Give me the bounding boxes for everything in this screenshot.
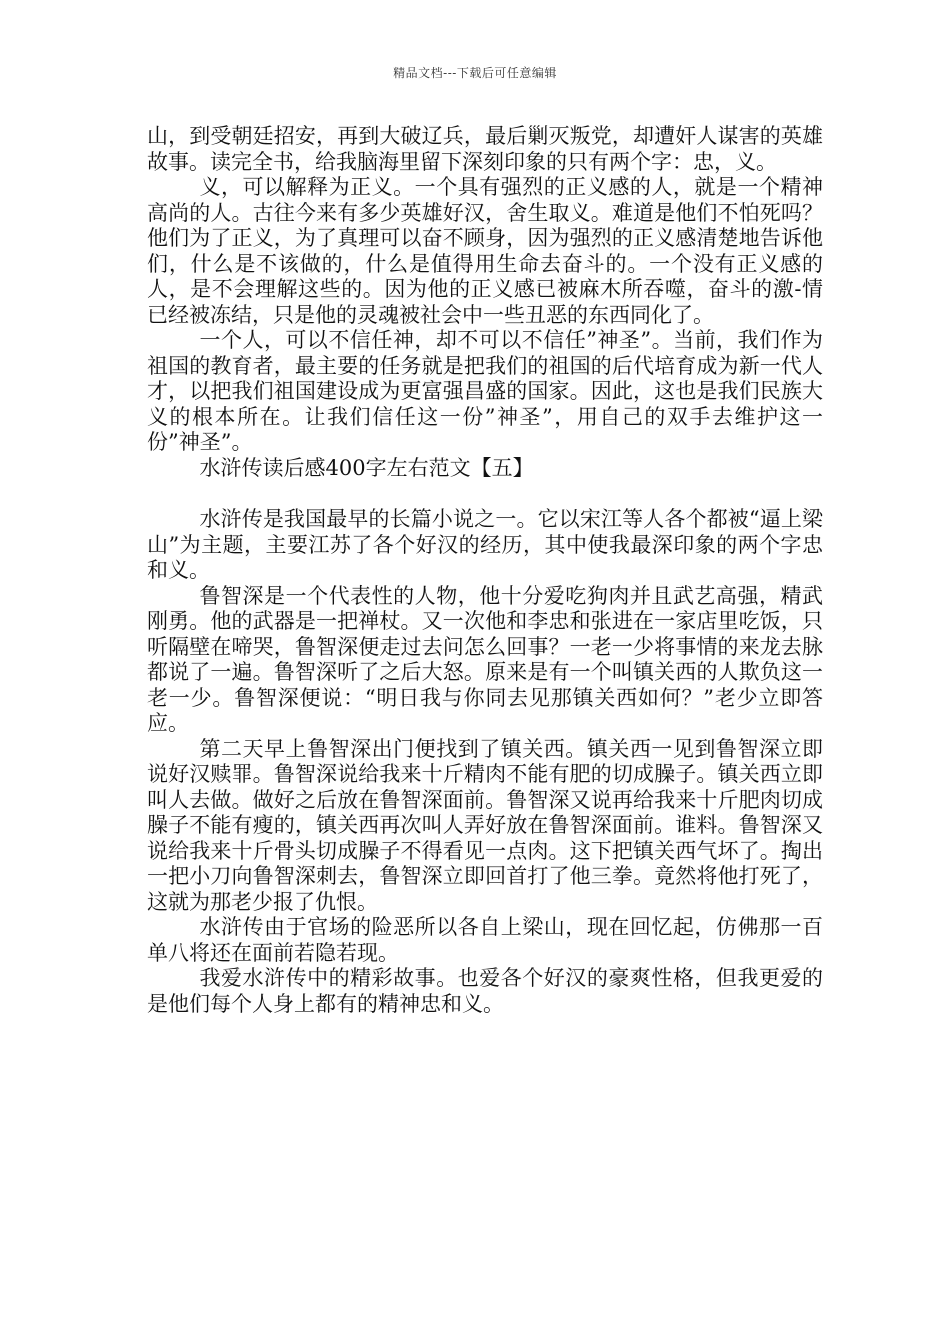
paragraph-7: 水浒传由于官场的险恶所以各自上梁山，现在回忆起，仿佛那一百单八将还在面前若隐若现。 xyxy=(147,915,823,965)
paragraph-2: 义，可以解释为正义。一个具有强烈的正义感的人，就是一个精神高尚的人。古往今来有多少英雄好汉，舍生取义。难道是他们不怕死吗？他们为了正义，为了真理可以奋不顾身，因为强烈的正义感清楚地告诉他们，什么是不该做的，什么是值得用生命去奋斗的。一个没有正义感的人，是不会理解这些的。因为他的正义感已被麻木所吞噬，奋斗的激-情已经被冻结，只是他的灵魂被社会中一些丑恶的东西同化了。 xyxy=(147,175,823,327)
section-heading: 水浒传读后感400字左右范文【五】 xyxy=(199,455,534,480)
paragraph-5: 鲁智深是一个代表性的人物，他十分爱吃狗肉并且武艺高强，精武刚勇。他的武器是一把禅杖。又一次他和李忠和张进在一家店里吃饭，只听隔壁在啼哭，鲁智深便走过去问怎么回事？一老一少将事情的来龙去脉都说了一遍。鲁智深听了之后大怒。原来是有一个叫镇关西的人欺负这一老一少。鲁智深便说：“明日我与你同去见那镇关西如何？”老少立即答应。 xyxy=(147,583,823,735)
paragraph-1: 山，到受朝廷招安，再到大破辽兵，最后剿灭叛党，却遭奸人谋害的英雄故事。读完全书，给我脑海里留下深刻印象的只有两个字：忠，义。 xyxy=(147,124,823,174)
paragraph-6: 第二天早上鲁智深出门便找到了镇关西。镇关西一见到鲁智深立即说好汉赎罪。鲁智深说给我来十斤精肉不能有肥的切成臊子。镇关西立即叫人去做。做好之后放在鲁智深面前。鲁智深又说再给我来十斤肥肉切成臊子不能有瘦的，镇关西再次叫人弄好放在鲁智深面前。谁料。鲁智深又说给我来十斤骨头切成臊子不得看见一点肉。这下把镇关西气坏了。掏出一把小刀向鲁智深刺去，鲁智深立即回首打了他三拳。竟然将他打死了，这就为那老少报了仇恨。 xyxy=(147,736,823,914)
paragraph-8: 我爱水浒传中的精彩故事。也爱各个好汉的豪爽性格，但我更爱的是他们每个人身上都有的精神忠和义。 xyxy=(147,966,823,1016)
paragraph-4: 水浒传是我国最早的长篇小说之一。它以宋江等人各个都被“逼上梁山”为主题，主要江苏了各个好汉的经历，其中使我最深印象的两个字忠和义。 xyxy=(147,507,823,582)
paragraph-3: 一个人，可以不信任神，却不可以不信任”神圣”。当前，我们作为祖国的教育者，最主要的任务就是把我们的祖国的后代培育成为新一代人才，以把我们祖国建设成为更富强昌盛的国家。因此，这也是我们民族大义的根本所在。让我们信任这一份”神圣”，用自己的双手去维护这一份”神圣”。 xyxy=(147,328,823,454)
document-body xyxy=(147,124,823,1017)
page-header: 精品文档---下载后可任意编辑 xyxy=(393,66,557,80)
